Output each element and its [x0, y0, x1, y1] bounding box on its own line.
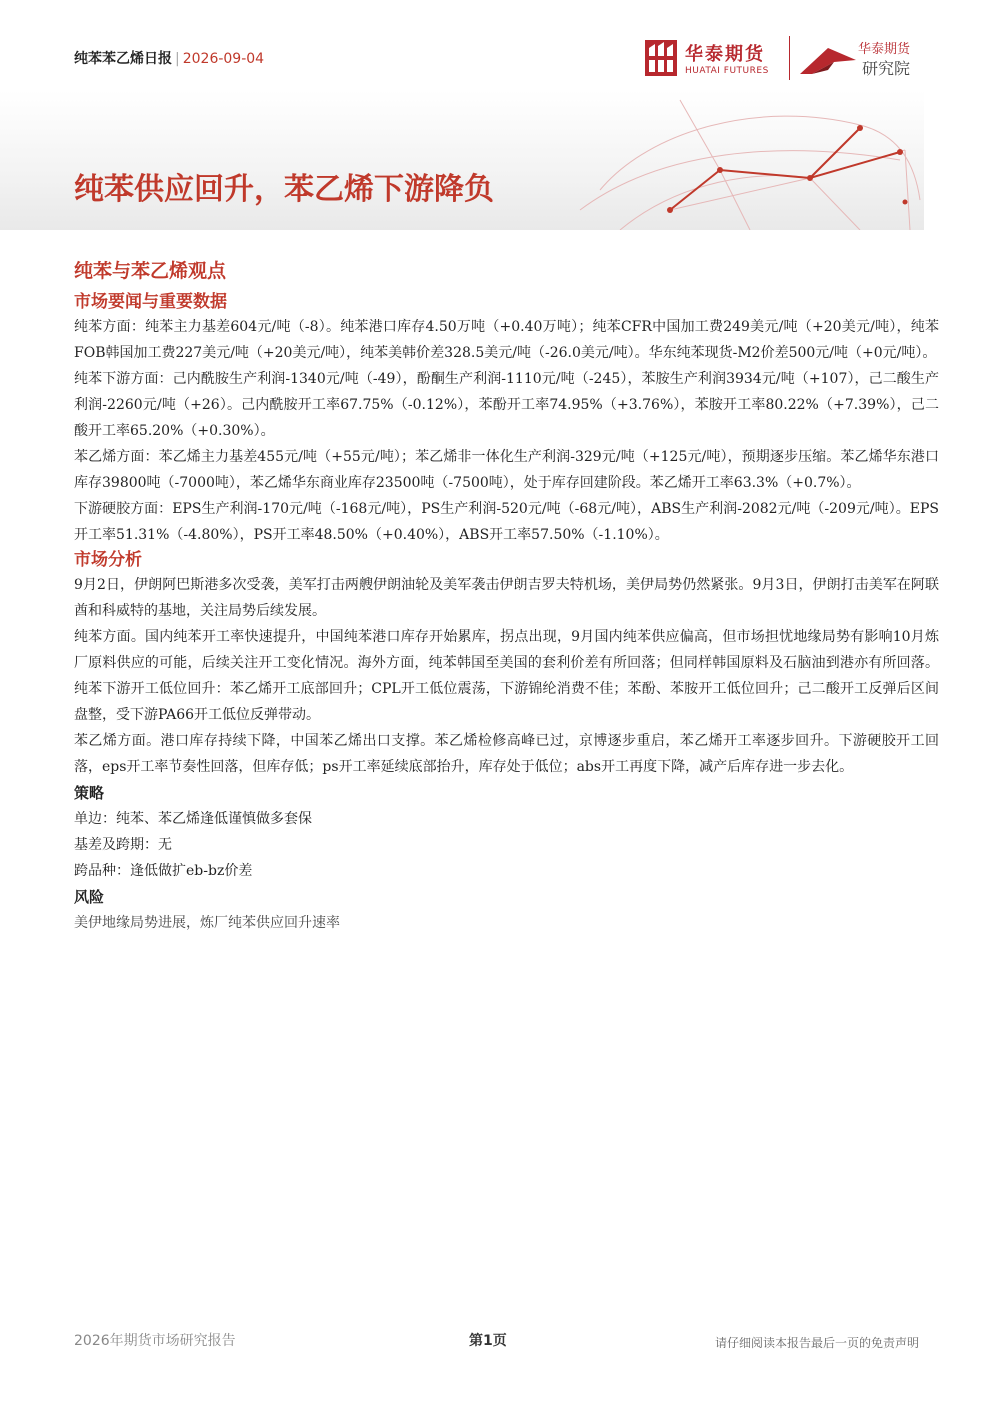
institute-line2: 研究院	[862, 59, 911, 78]
news-paragraph: 纯苯方面：纯苯主力基差604元/吨（-8）。纯苯港口库存4.50万吨（+0.40万吨）；纯苯CFR中国加工费249美元/吨（+20美元/吨），纯苯FOB韩国加工费227美元/吨（+20美元/吨），纯苯美韩价差328.5美元/吨（-26.0美元/吨）。华东纯苯现货-M2价差500元/吨（+0元/吨）。	[74, 319, 939, 361]
section-title: 纯苯与苯乙烯观点	[74, 260, 227, 282]
title-banner	[0, 90, 992, 230]
news-paragraph: 下游硬胶方面：EPS生产利润-170元/吨（-168元/吨），PS生产利润-520元/吨（-68元/吨），ABS生产利润-2082元/吨（-209元/吨）。EPS开工率51.31%（-4.80%），PS开工率48.50%（+0.40%），ABS开工率57.50%（-1.10%）。	[74, 501, 939, 543]
header-divider	[789, 36, 790, 80]
huatai-logo-icon	[645, 40, 677, 76]
risk-text: 美伊地缘局势进展，炼厂纯苯供应回升速率	[74, 915, 340, 931]
analysis-paragraph: 苯乙烯方面。港口库存持续下降，中国苯乙烯出口支撑。苯乙烯检修高峰已过，京博逐步重启，苯乙烯开工率逐步回升。下游硬胶开工回落，eps开工率节奏性回落，但库存低；ps开工率延续底部抬升，库存处于低位；abs开工再度下降，减产后库存进一步去化。	[74, 733, 939, 775]
strategy-line: 基差及跨期：无	[74, 837, 172, 853]
report-body	[74, 258, 939, 936]
report-name: 纯苯苯乙烯日报	[74, 51, 172, 67]
institute-logo-icon	[798, 40, 858, 78]
logo-en-text: HUATAI FUTURES	[685, 66, 769, 76]
report-title: 纯苯供应回升，苯乙烯下游降负	[74, 172, 494, 207]
page-number: 第1页	[469, 1333, 507, 1349]
disclaimer-note: 请仔细阅读本报告最后一页的免责声明	[714, 1336, 919, 1350]
report-header-label	[74, 48, 264, 68]
strategy-line: 单边：纯苯、苯乙烯逢低谨慎做多套保	[74, 811, 312, 827]
news-paragraph: 纯苯下游方面：己内酰胺生产利润-1340元/吨（-49），酚酮生产利润-1110元/吨（-245），苯胺生产利润3934元/吨（+107），己二酸生产利润-2260元/吨（+26）。己内酰胺开工率67.75%（-0.12%），苯酚开工率74.95%（+3.76%），苯胺开工率80.22%（+7.39%），己二酸开工率65.20%（+0.30%）。	[74, 371, 939, 439]
page-footer	[74, 1330, 919, 1354]
analysis-paragraph: 9月2日，伊朗阿巴斯港多次受袭，美军打击两艘伊朗油轮及美军袭击伊朗吉罗夫特机场，美伊局势仍然紧张。9月3日，伊朗打击美军在阿联酋和科威特的基地，关注局势后续发展。	[74, 577, 939, 619]
analysis-paragraph: 纯苯方面。国内纯苯开工率快速提升，中国纯苯港口库存开始累库，拐点出现，9月国内纯苯供应偏高，但市场担忧地缘局势有影响10月炼厂原料供应的可能，后续关注开工变化情况。海外方面，纯苯韩国至美国的套利价差有所回落；但同样韩国原料及石脑油到港亦有所回落。纯苯下游开工低位回升：苯乙烯开工底部回升；CPL开工低位震荡，下游锦纶消费不佳；苯酚、苯胺开工低位回升；己二酸开工反弹后区间盘整，受下游PA66开工低位反弹带动。	[74, 629, 939, 723]
report-date: 2026-09-04	[182, 51, 265, 67]
analysis-heading: 市场分析	[74, 550, 142, 570]
risk-heading: 风险	[74, 888, 105, 906]
institute-line1: 华泰期货	[858, 42, 911, 57]
news-heading: 市场要闻与重要数据	[74, 292, 227, 312]
research-institute-logo	[798, 38, 928, 80]
footer-report-name: 2026年期货市场研究报告	[74, 1333, 236, 1349]
logo-cn-text: 华泰期货	[685, 44, 765, 65]
huatai-futures-logo	[645, 40, 785, 80]
news-paragraph: 苯乙烯方面：苯乙烯主力基差455元/吨（+55元/吨）；苯乙烯非一体化生产利润-329元/吨（+125元/吨），预期逐步压缩。苯乙烯华东港口库存39800吨（-7000吨），苯乙烯华东商业库存23500吨（-7500吨），处于库存回建阶段。苯乙烯开工率63.3%（+0.7%）。	[74, 449, 939, 491]
header-separator: |	[175, 51, 180, 67]
page-header	[0, 0, 992, 90]
strategy-heading: 策略	[74, 784, 105, 802]
strategy-line: 跨品种：逢低做扩eb-bz价差	[74, 863, 253, 879]
network-graphic	[560, 90, 930, 230]
